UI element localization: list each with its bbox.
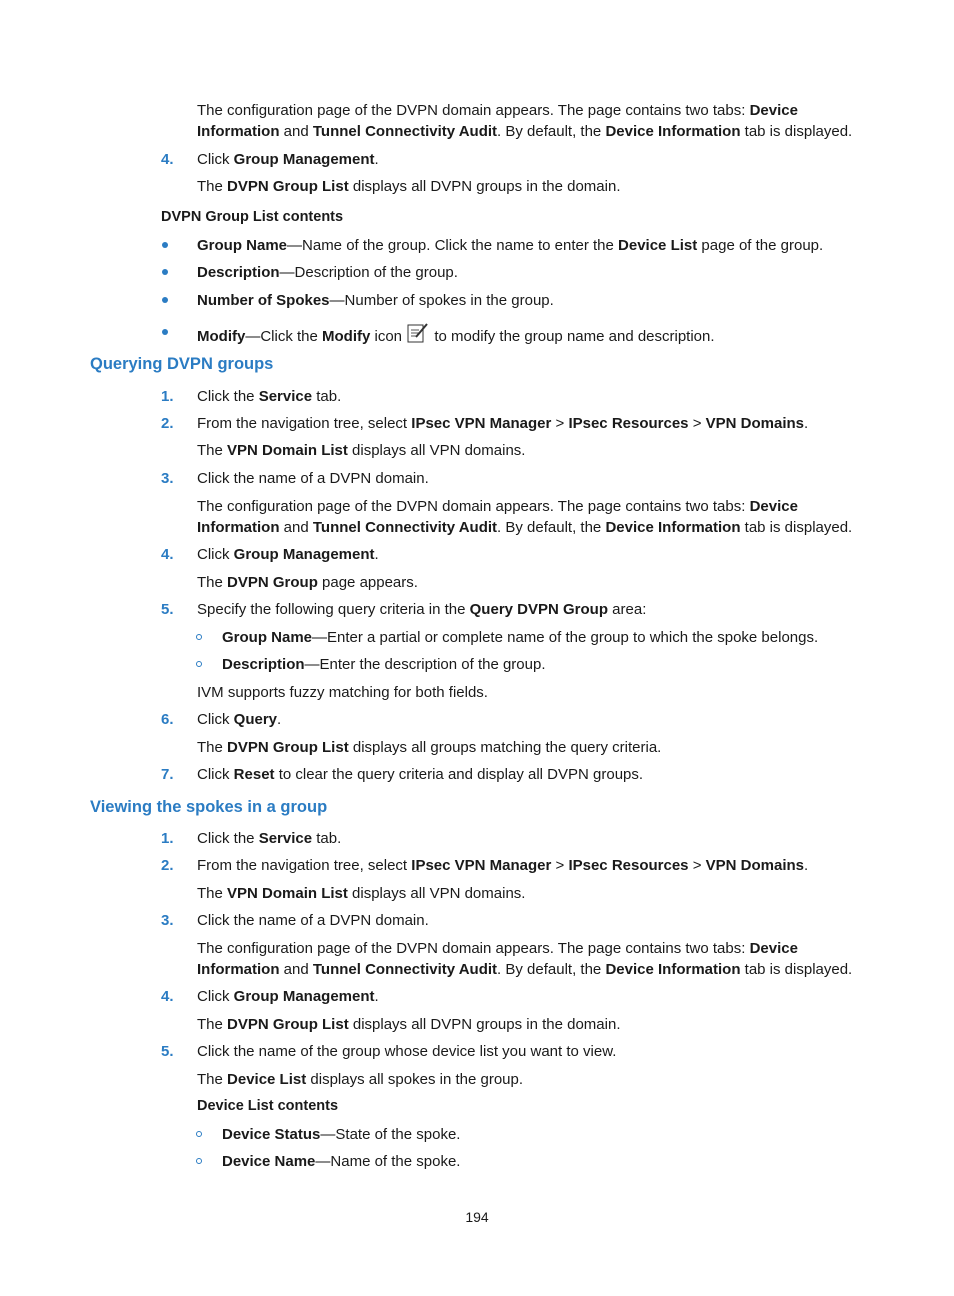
step-number: 3. [161,912,174,929]
step-text: Click Reset to clear the query criteria and display all DVPN groups. [197,766,644,783]
paragraph: The configuration page of the DVPN domain appears. The page contains two tabs: Device [197,102,798,119]
step-result: The DVPN Group List displays all DVPN groups in the domain. [197,178,621,195]
note: IVM supports fuzzy matching for both fields. [197,684,488,701]
paragraph: Information and Tunnel Connectivity Audit. By default, the Device Information tab is displayed. [197,961,853,978]
step-number: 2. [161,857,174,874]
sub-bullet-icon [196,634,202,640]
section-heading: Querying DVPN groups [90,355,274,373]
list-item: Description—Enter the description of the group. [222,656,546,673]
step-number: 7. [161,766,174,783]
step-text: From the navigation tree, select IPsec VPN Manager > IPsec Resources > VPN Domains. [197,415,809,432]
step-result: The DVPN Group List displays all DVPN groups in the domain. [197,1016,621,1033]
sub-bullet-icon [196,1131,202,1137]
list-item: Device Status—State of the spoke. [222,1126,461,1143]
step-text: Click Group Management. [197,988,379,1005]
step-number: 4. [161,151,174,168]
list-item: Number of Spokes—Number of spokes in the group. [197,292,554,309]
paragraph: Information and Tunnel Connectivity Audit. By default, the Device Information tab is displayed. [197,123,853,140]
list-item: Group Name—Enter a partial or complete name of the group to which the spoke belongs. [222,629,819,646]
step-text: Click the name of a DVPN domain. [197,912,429,929]
step-text: Click the name of a DVPN domain. [197,470,429,487]
list-item: Device Name—Name of the spoke. [222,1153,461,1170]
paragraph: The configuration page of the DVPN domain appears. The page contains two tabs: Device [197,940,798,957]
list-item: Group Name—Name of the group. Click the name to enter the Device List page of the group. [197,237,824,254]
bullet-icon [162,297,168,303]
step-result: The DVPN Group List displays all groups matching the query criteria. [197,739,662,756]
step-number: 4. [161,546,174,563]
step-text: Specify the following query criteria in the Query DVPN Group area: [197,601,647,618]
page-number: 194 [465,1209,489,1225]
paragraph: The configuration page of the DVPN domain appears. The page contains two tabs: Device [197,498,798,515]
step-number: 6. [161,711,174,728]
step-number: 3. [161,470,174,487]
step-number: 5. [161,1043,174,1060]
step-result: The VPN Domain List displays all VPN domains. [197,885,526,902]
step-number: 1. [161,388,174,405]
step-result: The Device List displays all spokes in the group. [197,1071,524,1088]
list-item: Description—Description of the group. [197,264,458,281]
step-text: Click Query. [197,711,282,728]
step-number: 1. [161,830,174,847]
list-title: Device List contents [197,1098,339,1114]
step-number: 5. [161,601,174,618]
step-number: 2. [161,415,174,432]
sub-bullet-icon [196,661,202,667]
section-heading: Viewing the spokes in a group [90,798,328,816]
sub-bullet-icon [196,1158,202,1164]
step-text: From the navigation tree, select IPsec VPN Manager > IPsec Resources > VPN Domains. [197,857,809,874]
step-result: The VPN Domain List displays all VPN domains. [197,442,526,459]
bullet-icon [162,269,168,275]
bullet-icon [162,242,168,248]
list-item: Modify—Click the Modify icon to modify the group name and description. [197,322,715,347]
step-text: Click the name of the group whose device list you want to view. [197,1043,617,1060]
paragraph: Information and Tunnel Connectivity Audit. By default, the Device Information tab is displayed. [197,519,853,536]
step-text: Click Group Management. [197,151,379,168]
step-number: 4. [161,988,174,1005]
edit-icon [406,322,430,342]
step-text: Click the Service tab. [197,830,342,847]
list-title: DVPN Group List contents [161,209,344,225]
step-result: The DVPN Group page appears. [197,574,418,591]
step-text: Click the Service tab. [197,388,342,405]
step-text: Click Group Management. [197,546,379,563]
bullet-icon [162,329,168,335]
